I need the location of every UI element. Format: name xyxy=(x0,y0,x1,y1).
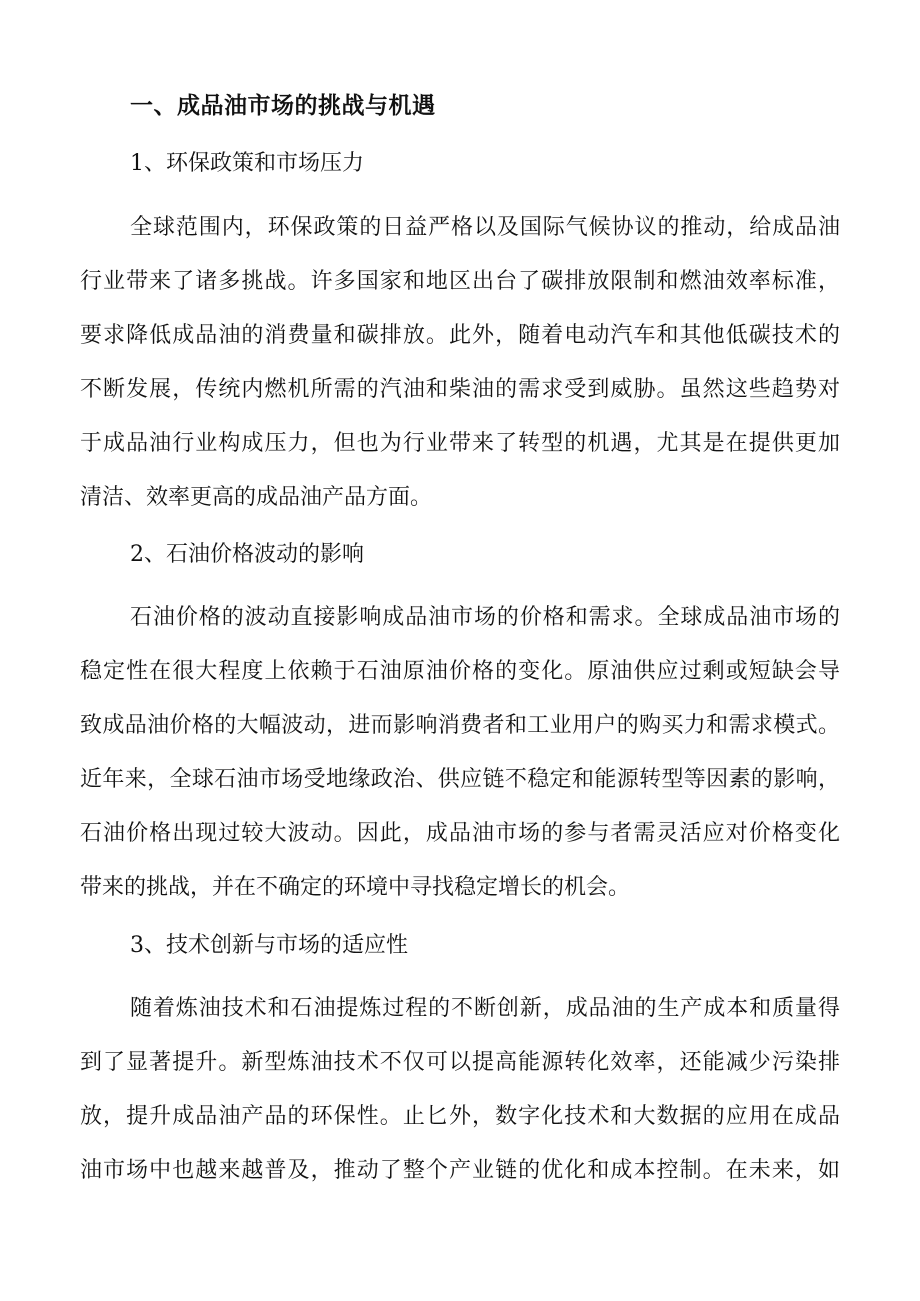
paragraph-line: 全球范围内，环保政策的日益严格以及国际气候协议的推动，给成品油 xyxy=(130,215,840,240)
paragraph-line: 油市场中也越来越普及，推动了整个产业链的优化和成本控制。在未来，如 xyxy=(80,1158,840,1183)
paragraph-line: 到了显著提升。新型炼油技术不仅可以提高能源转化效率，还能减少污染排 xyxy=(80,1050,840,1075)
paragraph-oil-price xyxy=(80,591,840,915)
paragraph-tech-innovation xyxy=(80,982,840,1198)
subsection-heading-2: 2、石油价格波动的影响 xyxy=(130,542,364,567)
paragraph-line: 致成品油价格的大幅波动，进而影响消费者和工业用户的购买力和需求模式。 xyxy=(80,713,840,738)
paragraph-line: 放，提升成品油产品的环保性。止匕外，数字化技术和大数据的应用在成品 xyxy=(80,1104,840,1129)
paragraph-line: 近年来，全球石油市场受地缘政治、供应链不稳定和能源转型等因素的影响， xyxy=(80,767,840,792)
paragraph-environmental-policy xyxy=(80,201,840,525)
paragraph-line: 清洁、效率更高的成品油产品方面。 xyxy=(80,485,433,510)
paragraph-line: 行业带来了诸多挑战。许多国家和地区出台了碳排放限制和燃油效率标准， xyxy=(80,269,840,294)
subsection-heading-3: 3、技术创新与市场的适应性 xyxy=(130,933,408,958)
paragraph-line: 要求降低成品油的消费量和碳排放。此外，随着电动汽车和其他低碳技术的 xyxy=(80,323,840,348)
paragraph-line: 带来的挑战，并在不确定的环境中寻找稳定增长的机会。 xyxy=(80,875,631,900)
paragraph-line: 石油价格的波动直接影响成品油市场的价格和需求。全球成品油市场的 xyxy=(130,605,840,630)
subsection-heading-1: 1、环保政策和市场压力 xyxy=(130,151,364,176)
section-heading: 一、成品油市场的挑战与机遇 xyxy=(130,92,436,119)
paragraph-line: 不断发展，传统内燃机所需的汽油和柴油的需求受到威胁。虽然这些趋势对 xyxy=(80,377,840,402)
paragraph-line: 石油价格出现过较大波动。因此，成品油市场的参与者需灵活应对价格变化 xyxy=(80,821,840,846)
paragraph-line: 稳定性在很大程度上依赖于石油原油价格的变化。原油供应过剩或短缺会导 xyxy=(80,659,840,684)
paragraph-line: 随着炼油技术和石油提炼过程的不断创新，成品油的生产成本和质量得 xyxy=(130,996,840,1021)
paragraph-line: 于成品油行业构成压力，但也为行业带来了转型的机遇，尤其是在提供更加 xyxy=(80,431,840,456)
